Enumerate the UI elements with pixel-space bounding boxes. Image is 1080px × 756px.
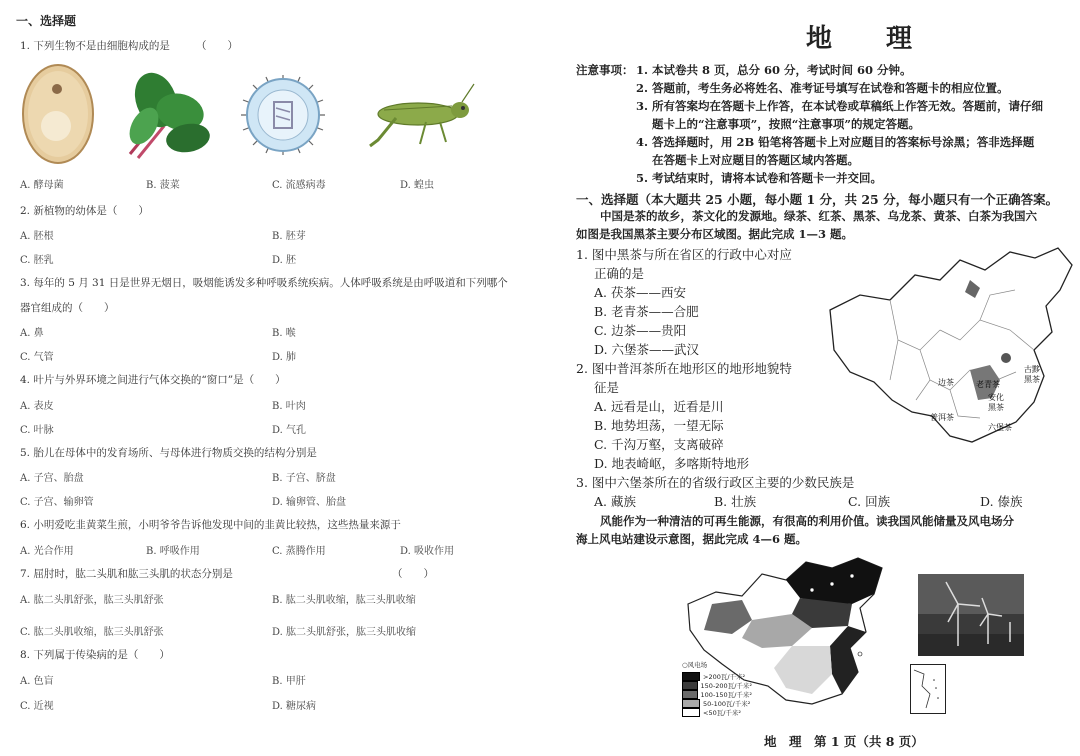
wind-legend bbox=[682, 672, 752, 717]
question-7-stem: 7. 屈肘时，肱二头肌和肱三头肌的状态分别是 bbox=[20, 568, 233, 580]
q5-option-a: A. 子宫、胎盘 bbox=[20, 473, 84, 484]
q4-option-c: C. 叶脉 bbox=[20, 425, 54, 436]
q2-option-d: D. 胚 bbox=[272, 255, 297, 266]
geo-q2-option-a: A. 远看是山，近看是川 bbox=[594, 399, 724, 414]
geo-q2-option-d: D. 地表崎岖，多喀斯特地形 bbox=[594, 456, 750, 471]
geo-q1-option-a: A. 茯茶——西安 bbox=[594, 285, 686, 300]
question-8-stem: 8. 下列属于传染病的是（ ） bbox=[20, 649, 170, 661]
q2-option-c: C. 胚乳 bbox=[20, 255, 54, 266]
q5-option-d: D. 输卵管、胎盘 bbox=[272, 497, 347, 508]
q1-option-a: A. 酵母菌 bbox=[20, 180, 64, 191]
geo-q2-line2: 征是 bbox=[594, 380, 620, 395]
q6-option-c: C. 蒸腾作用 bbox=[272, 546, 326, 557]
geography-page bbox=[548, 0, 1080, 756]
south-sea-inset bbox=[910, 664, 946, 714]
note-2: 2. 答题前，考生务必将姓名、准考证号填写在试卷和答题卡的相应位置。 bbox=[636, 81, 1009, 95]
q7-option-b: B. 肱二头肌收缩，肱三头肌收缩 bbox=[272, 595, 416, 606]
q6-option-d: D. 吸收作用 bbox=[400, 546, 455, 557]
legend-row bbox=[682, 672, 752, 681]
q7-option-c: C. 肱二头肌收缩，肱三头肌舒张 bbox=[20, 627, 164, 638]
legend-row bbox=[682, 681, 752, 690]
q7-option-d: D. 肱二头肌舒张，肱三头肌收缩 bbox=[272, 627, 417, 638]
q3-option-c: C. 气管 bbox=[20, 352, 54, 363]
geo-q1-line1: 1. 图中黑茶与所在省区的行政中心对应 bbox=[576, 247, 792, 262]
note-3: 3. 所有答案均在答题卡上作答，在本试卷或草稿纸上作答无效。答题前，请仔细 bbox=[636, 99, 1044, 113]
section-header: 一、选择题（本大题共 25 小题，每小题 1 分，共 25 分，每小题只有一个正确答案。 bbox=[576, 192, 1059, 207]
legend-row bbox=[682, 708, 752, 717]
geo-q1-option-b: B. 老青茶——合肥 bbox=[594, 304, 699, 319]
note-1: 1. 本试卷共 8 页，总分 60 分，考试时间 60 分钟。 bbox=[636, 63, 912, 77]
black-tea-map bbox=[820, 240, 1078, 462]
q3-option-d: D. 肺 bbox=[272, 352, 297, 363]
geo-q2-line1: 2. 图中普洱茶所在地形区的地形地貌特 bbox=[576, 361, 792, 376]
legend-label: 150-200瓦/千米² bbox=[700, 682, 752, 690]
legend-label: 100-150瓦/千米² bbox=[700, 691, 752, 699]
geo-q3-option-d: D. 傣族 bbox=[980, 494, 1023, 509]
map-label-biancha: 边茶 bbox=[938, 378, 954, 387]
offshore-wind-turbine-photo bbox=[918, 574, 1024, 656]
legend-swatch bbox=[682, 690, 698, 699]
locust-image bbox=[366, 80, 476, 152]
question-4-stem: 4. 叶片与外界环境之间进行气体交换的“窗口”是（ ） bbox=[20, 374, 286, 386]
q6-option-a: A. 光合作用 bbox=[20, 546, 74, 557]
legend-swatch bbox=[682, 699, 700, 708]
map-label-heicha-2: 黑茶 bbox=[1024, 375, 1040, 384]
note-4-cont: 在答题卡上对应题目的答题区域内答题。 bbox=[652, 153, 859, 167]
legend-label: >200瓦/千米² bbox=[703, 673, 746, 681]
question-3-stem-line1: 3. 每年的 5 月 31 日是世界无烟日，吸烟能诱发多种呼吸系统疾病。人体呼吸系统是由呼吸道和下列哪个 bbox=[20, 277, 508, 289]
q4-option-b: B. 叶肉 bbox=[272, 401, 306, 412]
map-label-puercha: 普洱茶 bbox=[930, 413, 954, 422]
page-footer: 地 理 第 1 页（共 8 页） bbox=[764, 734, 924, 749]
q3-option-b: B. 喉 bbox=[272, 328, 296, 339]
legend-swatch bbox=[682, 681, 698, 690]
question-3-stem-line2: 器官组成的（ ） bbox=[20, 302, 115, 314]
geo-q3-option-c: C. 回族 bbox=[848, 494, 891, 509]
map-label-guyi: 古黟 bbox=[1024, 365, 1040, 374]
question-7-blank: （ ） bbox=[392, 568, 434, 580]
question-1-stem: 1. 下列生物不是由细胞构成的是 bbox=[20, 40, 170, 52]
wind-intro-line-1: 风能作为一种清洁的可再生能源，有很高的利用价值。读我国风能储量及风电场分 bbox=[600, 514, 1014, 528]
geo-q1-option-d: D. 六堡茶——武汉 bbox=[594, 342, 700, 357]
q5-option-c: C. 子宫、输卵管 bbox=[20, 497, 94, 508]
notes-label: 注意事项： bbox=[576, 63, 634, 77]
note-3-cont: 题卡上的“注意事项”，按照“注意事项”的规定答题。 bbox=[652, 117, 920, 131]
geo-q3-stem: 3. 图中六堡茶所在的省级行政区主要的少数民族是 bbox=[576, 475, 855, 490]
q8-option-c: C. 近视 bbox=[20, 701, 54, 712]
q8-option-d: D. 糖尿病 bbox=[272, 701, 317, 712]
legend-row bbox=[682, 690, 752, 699]
geo-q1-option-c: C. 边茶——贵阳 bbox=[594, 323, 687, 338]
q4-option-a: A. 表皮 bbox=[20, 401, 54, 412]
q4-option-d: D. 气孔 bbox=[272, 425, 307, 436]
legend-label: <50瓦/千米² bbox=[703, 709, 742, 717]
question-1-blank: （ ） bbox=[196, 40, 238, 52]
page-title: 地 理 bbox=[806, 24, 927, 54]
note-4: 4. 答选择题时，用 2B 铅笔将答题卡上对应题目的答案标号涂黑；答非选择题 bbox=[636, 135, 1035, 149]
influenza-virus-image bbox=[238, 72, 328, 158]
map-label-heicha-1: 黑茶 bbox=[988, 403, 1004, 412]
spinach-image bbox=[118, 68, 214, 164]
section-heading: 一、选择题 bbox=[16, 14, 77, 28]
q8-option-b: B. 甲肝 bbox=[272, 676, 306, 687]
intro-line-2: 如图是我国黑茶主要分布区域图。据此完成 1—3 题。 bbox=[576, 227, 854, 241]
q6-option-b: B. 呼吸作用 bbox=[146, 546, 200, 557]
legend-swatch bbox=[682, 708, 700, 717]
geo-q2-option-c: C. 千沟万壑，支离破碎 bbox=[594, 437, 724, 452]
q2-option-a: A. 胚根 bbox=[20, 231, 54, 242]
map-label-anhua: 安化 bbox=[988, 393, 1004, 402]
q7-option-a: A. 肱二头肌舒张，肱三头肌舒张 bbox=[20, 595, 164, 606]
question-2-stem: 2. 新植物的幼体是（ ） bbox=[20, 205, 149, 217]
legend-title: ○风电场 bbox=[682, 661, 708, 669]
q1-option-c: C. 流感病毒 bbox=[272, 180, 326, 191]
question-6-stem: 6. 小明爱吃韭黄菜生煎，小明爷爷告诉他发现中间的韭黄比较热，这些热量来源于 bbox=[20, 519, 401, 531]
q2-option-b: B. 胚芽 bbox=[272, 231, 306, 242]
q8-option-a: A. 色盲 bbox=[20, 676, 54, 687]
yeast-cell-image bbox=[20, 62, 96, 166]
map-label-laoqingcha: 老青茶 bbox=[976, 380, 1000, 389]
question-5-stem: 5. 胎儿在母体中的发育场所、与母体进行物质交换的结构分别是 bbox=[20, 447, 317, 459]
legend-row bbox=[682, 699, 752, 708]
legend-swatch bbox=[682, 672, 700, 681]
map-label-liubaocha: 六堡茶 bbox=[988, 423, 1012, 432]
geo-q2-option-b: B. 地势坦荡，一望无际 bbox=[594, 418, 724, 433]
note-5: 5. 考试结束时，请将本试卷和答题卡一并交回。 bbox=[636, 171, 883, 185]
geo-q3-option-a: A. 藏族 bbox=[594, 494, 636, 509]
legend-label: 50-100瓦/千米² bbox=[703, 700, 751, 708]
wind-intro-line-2: 海上风电站建设示意图，据此完成 4—6 题。 bbox=[576, 532, 808, 546]
q5-option-b: B. 子宫、脐盘 bbox=[272, 473, 336, 484]
q1-option-b: B. 菠菜 bbox=[146, 180, 180, 191]
intro-line-1: 中国是茶的故乡，茶文化的发源地。绿茶、红茶、黑茶、乌龙茶、黄茶、白茶为我国六 bbox=[600, 209, 1037, 223]
geo-q3-option-b: B. 壮族 bbox=[714, 494, 757, 509]
q1-option-d: D. 蝗虫 bbox=[400, 180, 435, 191]
geo-q1-line2: 正确的是 bbox=[594, 266, 645, 281]
q3-option-a: A. 鼻 bbox=[20, 328, 44, 339]
